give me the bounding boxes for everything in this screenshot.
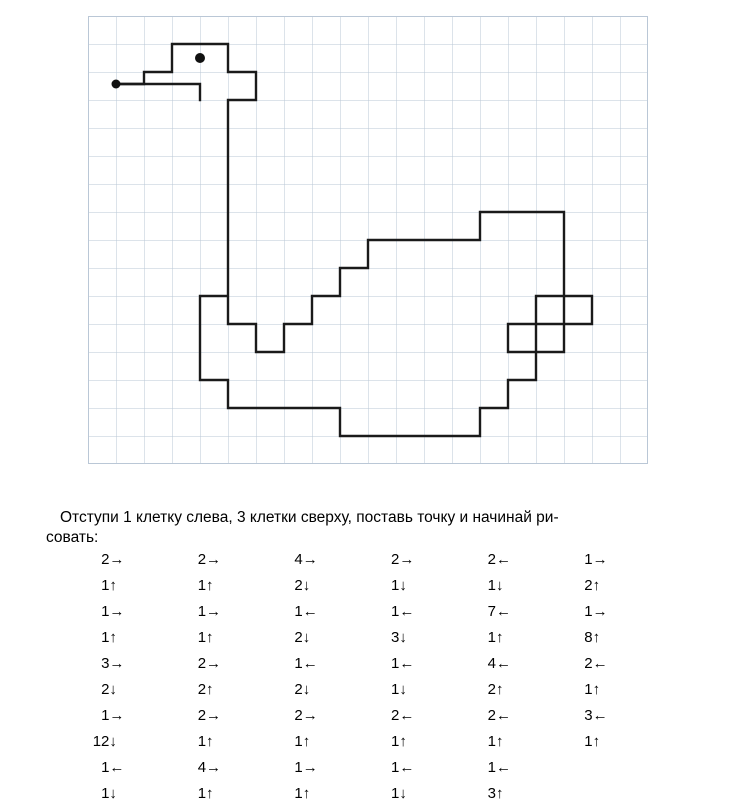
step-count: 2	[197, 680, 207, 698]
step-count: 2	[294, 628, 303, 646]
table-row	[80, 728, 660, 754]
step-count: 1	[101, 576, 110, 594]
step-arrow-icon: →	[109, 654, 125, 672]
step-count: 1	[197, 602, 207, 620]
table-row	[80, 650, 660, 676]
step-count: 2	[197, 550, 207, 568]
step-count: 1	[294, 654, 303, 672]
step-arrow-icon: ↑	[495, 784, 504, 802]
step-arrow-icon: ↑	[206, 628, 214, 646]
step-arrow-icon: ↑	[206, 784, 214, 802]
step-count: 1	[197, 576, 207, 594]
step-arrow-icon: →	[109, 550, 125, 568]
step-count: 1	[390, 758, 400, 776]
step-count: 1	[390, 602, 400, 620]
step-count: 1	[487, 758, 496, 776]
step-count: 8	[584, 628, 593, 646]
step-count: 3	[584, 706, 593, 724]
step-count: 1	[487, 576, 496, 594]
table-row	[80, 572, 660, 598]
step-count: 1	[294, 602, 303, 620]
step-arrow-icon: ↑	[109, 576, 117, 594]
eye-dot	[195, 53, 205, 63]
step-arrow-icon: ↓	[109, 784, 117, 802]
step-arrow-icon: ↑	[302, 784, 311, 802]
step-arrow-icon: ←	[495, 706, 511, 724]
step-count: 1	[101, 706, 110, 724]
step-count: 2	[294, 680, 303, 698]
step-arrow-icon: ↑	[109, 628, 117, 646]
step-arrow-icon: →	[592, 602, 608, 620]
step-count: 2	[294, 576, 303, 594]
step-arrow-icon: ↓	[495, 576, 504, 594]
step-count: 1	[390, 654, 400, 672]
table-row	[80, 702, 660, 728]
step-count: 2	[101, 680, 110, 698]
step-count: 2	[294, 706, 303, 724]
step-count: 4	[487, 654, 496, 672]
step-arrow-icon: →	[302, 758, 318, 776]
step-arrow-icon: ↓	[109, 732, 117, 750]
step-count: 1	[294, 784, 303, 802]
step-arrow-icon: ↑	[495, 732, 504, 750]
step-arrow-icon: ↑	[495, 628, 504, 646]
step-arrow-icon: →	[592, 550, 608, 568]
step-arrow-icon: ←	[495, 602, 511, 620]
step-arrow-icon: ←	[592, 654, 608, 672]
step-arrow-icon: ←	[399, 602, 415, 620]
step-count: 1	[197, 628, 207, 646]
step-arrow-icon: ↑	[399, 732, 407, 750]
step-arrow-icon: →	[206, 706, 222, 724]
step-count: 2	[487, 680, 496, 698]
step-arrow-icon: ↓	[399, 576, 407, 594]
step-count: 1	[584, 602, 593, 620]
step-arrow-icon: ←	[109, 758, 125, 776]
step-arrow-icon: →	[109, 706, 125, 724]
step-count: 2	[197, 654, 207, 672]
step-count	[563, 754, 592, 780]
step-arrow-icon: ←	[302, 654, 318, 672]
step-count: 1	[294, 758, 303, 776]
step-count: 2	[390, 550, 400, 568]
step-arrow-icon	[593, 754, 660, 780]
step-arrow-icon: ←	[495, 654, 511, 672]
step-arrow-icon: →	[206, 550, 222, 568]
step-count: 1	[487, 628, 496, 646]
step-count: 3	[487, 784, 496, 802]
step-count: 2	[584, 654, 593, 672]
step-count: 1	[584, 550, 593, 568]
step-arrow-icon: →	[302, 550, 318, 568]
step-arrow-icon: ↓	[302, 628, 311, 646]
table-row	[80, 780, 660, 806]
instruction-text	[46, 508, 696, 550]
steps-body	[80, 546, 660, 806]
step-arrow-icon: ←	[495, 758, 511, 776]
step-count: 2	[390, 706, 400, 724]
step-arrow-icon: ↓	[302, 680, 311, 698]
step-count: 2	[487, 550, 496, 568]
table-row	[80, 546, 660, 572]
step-arrow-icon: ↑	[206, 732, 214, 750]
step-count: 1	[294, 732, 303, 750]
table-row	[80, 598, 660, 624]
step-arrow-icon: ↑	[592, 680, 601, 698]
step-count: 1	[101, 758, 110, 776]
step-count: 1	[197, 784, 207, 802]
step-count: 3	[390, 628, 400, 646]
step-arrow-icon: ↑	[206, 576, 214, 594]
step-arrow-icon: ↑	[206, 680, 214, 698]
step-arrow-icon: ↓	[109, 680, 117, 698]
step-count: 2	[101, 550, 110, 568]
start-dot	[112, 80, 121, 89]
step-arrow-icon: ←	[495, 550, 511, 568]
step-count: 7	[487, 602, 496, 620]
table-row	[80, 624, 660, 650]
table-row	[80, 676, 660, 702]
step-arrow-icon: ↓	[399, 628, 407, 646]
step-count: 2	[584, 576, 593, 594]
step-arrow-icon: ↑	[592, 576, 601, 594]
step-count: 2	[487, 706, 496, 724]
step-count: 2	[197, 706, 207, 724]
step-count: 1	[390, 680, 400, 698]
step-count: 1	[390, 576, 400, 594]
step-arrow-icon: ←	[302, 602, 318, 620]
step-count: 1	[101, 784, 110, 802]
step-count: 1	[390, 732, 400, 750]
step-arrow-icon: →	[206, 654, 222, 672]
step-count: 12	[92, 732, 110, 750]
step-arrow-icon: ←	[399, 758, 415, 776]
step-count: 1	[101, 602, 110, 620]
step-count: 1	[584, 680, 593, 698]
step-arrow-icon: ↑	[495, 680, 504, 698]
step-arrow-icon: ↓	[302, 576, 311, 594]
step-arrow-icon: ↑	[302, 732, 311, 750]
step-count: 3	[101, 654, 110, 672]
steps-table	[80, 546, 660, 806]
step-count: 1	[197, 732, 207, 750]
step-arrow-icon: ↓	[399, 680, 407, 698]
step-arrow-icon: →	[206, 758, 222, 776]
step-arrow-icon: →	[302, 706, 318, 724]
step-arrow-icon: →	[109, 602, 125, 620]
table-row	[80, 754, 660, 780]
step-arrow-icon: →	[399, 550, 415, 568]
step-arrow-icon: ↓	[399, 784, 407, 802]
step-count	[563, 780, 592, 806]
step-arrow-icon: ←	[399, 706, 415, 724]
step-arrow-icon: ↑	[592, 628, 601, 646]
graphic-dictation-grid	[88, 16, 648, 480]
step-arrow-icon: ←	[399, 654, 415, 672]
instruction-line-2: совать:	[46, 529, 99, 547]
step-count: 4	[197, 758, 207, 776]
step-arrow-icon: →	[206, 602, 222, 620]
step-count: 1	[487, 732, 496, 750]
step-arrow-icon: ←	[592, 706, 608, 724]
step-count: 1	[101, 628, 110, 646]
instruction-line-1: Отступи 1 клетку слева, 3 клетки сверху, поставь точку и начинай ри-	[60, 508, 559, 526]
step-count: 4	[294, 550, 303, 568]
step-count: 1	[584, 732, 593, 750]
step-arrow-icon: ↑	[592, 732, 601, 750]
step-count: 1	[390, 784, 400, 802]
step-arrow-icon	[593, 780, 660, 806]
